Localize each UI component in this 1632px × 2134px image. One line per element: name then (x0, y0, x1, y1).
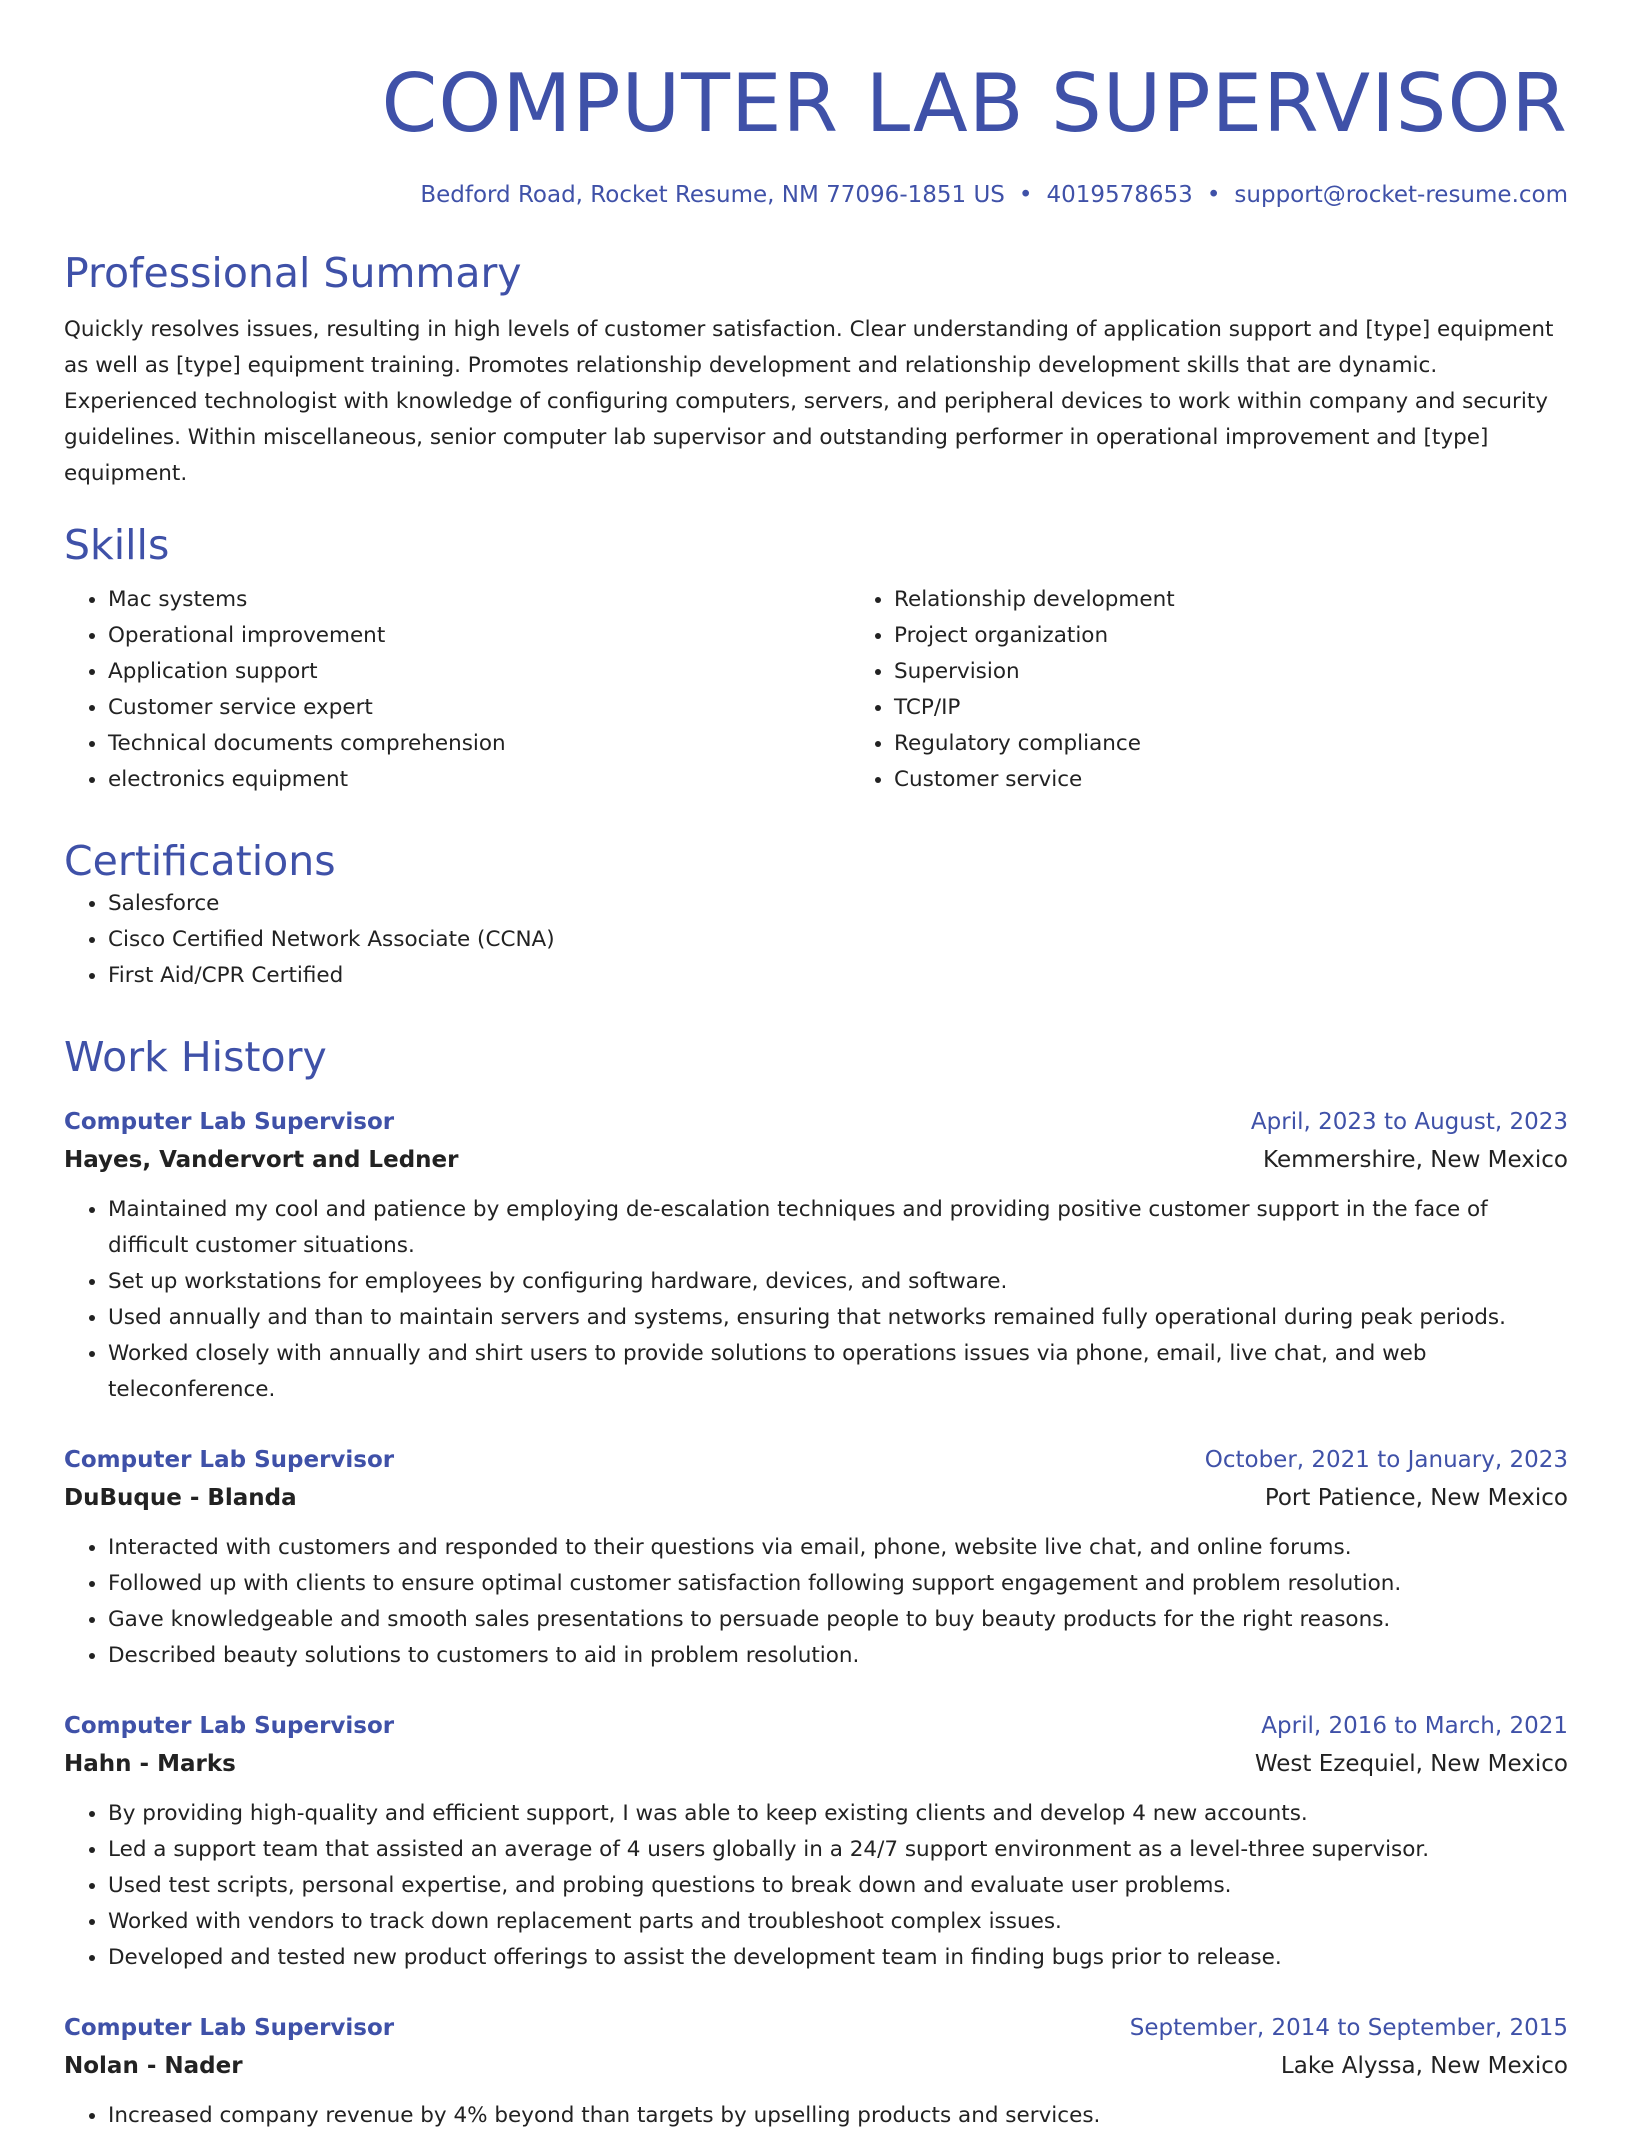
summary-heading: Professional Summary (64, 249, 522, 297)
certification-item: • First Aid/CPR Certified (108, 958, 1568, 994)
certification-item: • Cisco Certified Network Associate (CCNA) (108, 922, 1568, 958)
work-history-heading: Work History (64, 1033, 327, 1081)
resume-title: COMPUTER LAB SUPERVISOR (381, 57, 1568, 150)
job-bullets (64, 1192, 1568, 1408)
job-entry (64, 1708, 1568, 1976)
job-bullet: • Worked closely with annually and shirt users to provide solutions to operations issues via phone, email, live chat, and web teleconference. (108, 1336, 1568, 1408)
job-header-row (64, 1708, 1568, 1744)
job-location: Lake Alyssa, New Mexico (1280, 2053, 1568, 2079)
job-bullet: • Used annually and than to maintain servers and systems, ensuring that networks remained fully operational during peak periods. (108, 1300, 1568, 1336)
skill-item: • Application support (108, 654, 850, 690)
skill-item: • Project organization (894, 618, 1632, 654)
contact-line (64, 180, 1568, 210)
job-bullet: • Developed and tested new product offerings to assist the development team in finding bugs prior to release. (108, 1940, 1568, 1976)
job-bullet: • Interacted with customers and responded to their questions via email, phone, website live chat, and online forums. (108, 1530, 1568, 1566)
skill-item: • Customer service (894, 762, 1632, 798)
job-title: Computer Lab Supervisor (64, 1109, 395, 1135)
job-title: Computer Lab Supervisor (64, 1447, 395, 1473)
job-bullet: • Maintained my cool and patience by employing de-escalation techniques and providing positive customer support in the face of difficult customer situations. (108, 1192, 1568, 1264)
skill-item: • Mac systems (108, 582, 850, 618)
skill-item: • Operational improvement (108, 618, 850, 654)
certifications-list (64, 886, 1568, 994)
skill-item: • TCP/IP (894, 690, 1632, 726)
skills-list-right (850, 582, 1632, 798)
job-company-row (64, 1744, 1568, 1784)
skill-item: • Regulatory compliance (894, 726, 1632, 762)
skill-item: • electronics equipment (108, 762, 850, 798)
certification-item: • Salesforce (108, 886, 1568, 922)
contact-separator: • (1018, 182, 1033, 208)
skill-item: • Supervision (894, 654, 1632, 690)
job-bullet: • Increased company revenue by 4% beyond than targets by upselling products and services. (108, 2098, 1568, 2134)
job-bullet: • Described beauty solutions to customers to aid in problem resolution. (108, 1638, 1568, 1674)
job-company-row (64, 1478, 1568, 1518)
resume-page (64, 0, 1568, 2134)
job-bullet: • Worked with vendors to track down replacement parts and troubleshoot complex issues. (108, 1904, 1568, 1940)
job-company-row (64, 2046, 1568, 2086)
skills-list-left (64, 582, 850, 798)
contact-phone: 4019578653 (1046, 182, 1193, 208)
contact-address: Bedford Road, Rocket Resume, NM 77096-1851 US (420, 182, 1005, 208)
contact-separator: • (1206, 182, 1221, 208)
skill-item: • Relationship development (894, 582, 1632, 618)
job-entry (64, 1442, 1568, 1674)
job-location: Kemmershire, New Mexico (1263, 1147, 1568, 1173)
skill-item: • Technical documents comprehension (108, 726, 850, 762)
skills-heading: Skills (64, 521, 170, 569)
job-entry (64, 2010, 1568, 2134)
summary-text: Quickly resolves issues, resulting in high levels of customer satisfaction. Clear understanding of application support and [type] equipment as well as [type] equipment training. Promotes relationship development and relationship development skills that are dynamic. Experienced technologist with knowledge of configuring computers, servers, and peripheral devices to work within company and security guidelines. Within miscellaneous, senior computer lab supervisor and outstanding performer in operational improvement and [type] equipment. (64, 317, 1554, 486)
job-location: Port Patience, New Mexico (1264, 1485, 1568, 1511)
job-dates: April, 2023 to August, 2023 (1250, 1109, 1568, 1135)
job-location: West Ezequiel, New Mexico (1254, 1751, 1568, 1777)
job-company: DuBuque - Blanda (64, 1485, 297, 1511)
job-bullet: • Led a support team that assisted an average of 4 users globally in a 24/7 support environment as a level-three supervisor. (108, 1832, 1568, 1868)
job-company-row (64, 1140, 1568, 1180)
job-company: Nolan - Nader (64, 2053, 243, 2079)
job-header-row (64, 2010, 1568, 2046)
job-title: Computer Lab Supervisor (64, 2015, 395, 2041)
job-bullet: • Set up workstations for employees by configuring hardware, devices, and software. (108, 1264, 1568, 1300)
contact-email: support@rocket-resume.com (1234, 182, 1568, 208)
job-dates: April, 2016 to March, 2021 (1261, 1713, 1568, 1739)
job-bullets (64, 1530, 1568, 1674)
job-company: Hayes, Vandervort and Ledner (64, 1147, 459, 1173)
job-bullets (64, 1796, 1568, 1976)
job-title: Computer Lab Supervisor (64, 1713, 395, 1739)
job-bullet: • By providing high-quality and efficient support, I was able to keep existing clients and develop 4 new accounts. (108, 1796, 1568, 1832)
skill-item: • Customer service expert (108, 690, 850, 726)
job-bullet: • Gave knowledgeable and smooth sales presentations to persuade people to buy beauty products for the right reasons. (108, 1602, 1568, 1638)
job-header-row (64, 1442, 1568, 1478)
job-header-row (64, 1104, 1568, 1140)
job-entry (64, 1104, 1568, 1408)
job-dates: October, 2021 to January, 2023 (1204, 1447, 1568, 1473)
job-company: Hahn - Marks (64, 1751, 236, 1777)
certifications-heading: Certifications (64, 837, 336, 885)
job-bullet: • Followed up with clients to ensure optimal customer satisfaction following support engagement and problem resolution. (108, 1566, 1568, 1602)
skills-columns (64, 582, 1568, 798)
job-bullet: • Used test scripts, personal expertise, and probing questions to break down and evaluate user problems. (108, 1868, 1568, 1904)
job-dates: September, 2014 to September, 2015 (1129, 2015, 1568, 2041)
job-bullets (64, 2098, 1568, 2134)
